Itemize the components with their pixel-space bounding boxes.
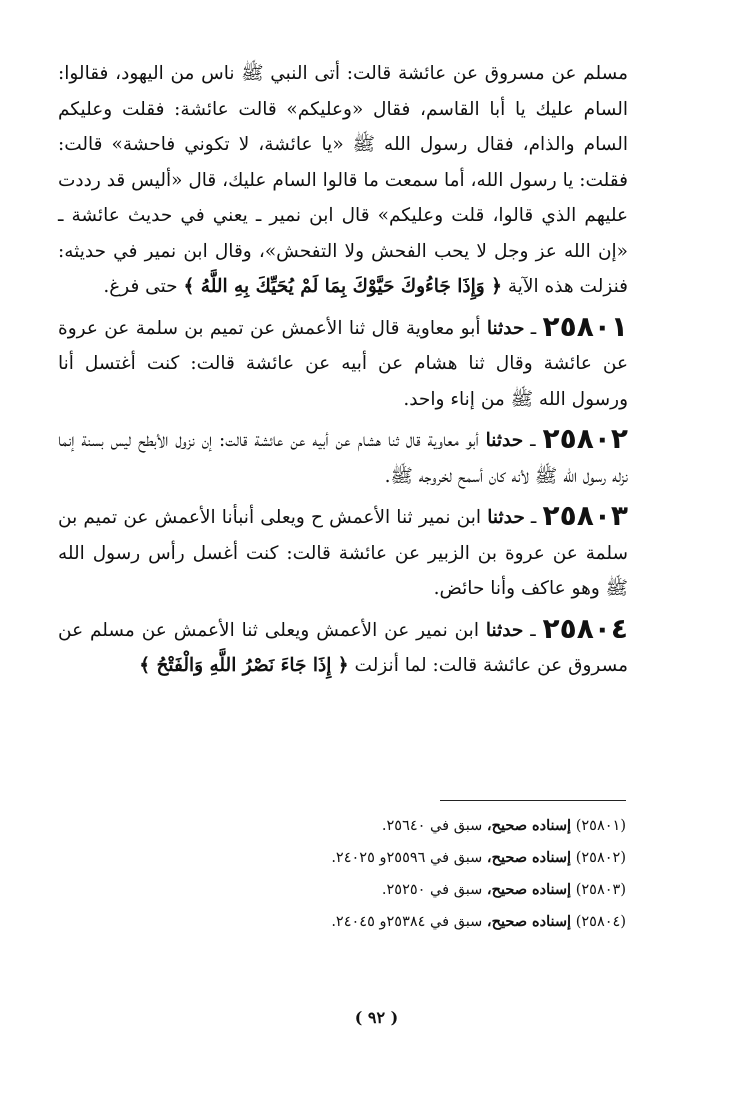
footnote-grade: إسناده صحيح،	[486, 849, 572, 866]
hadith-number: ٢٥٨٠٢	[542, 422, 628, 455]
main-text	[58, 56, 628, 688]
text-line: الذي قالوا، قلت وعليكم» قال ابن نمير ـ يعني في حديث عائشة ـ «إن	[58, 205, 628, 262]
continuation-paragraph	[58, 56, 628, 305]
footnote	[200, 810, 626, 842]
haddathana-word: حدثنا	[485, 619, 524, 641]
footnote-text: سبق في ٢٥٦٤٠.	[381, 818, 483, 834]
dash-separator: ـ	[524, 507, 537, 528]
footnote-ref: (٢٥٨٠٤)	[575, 914, 626, 930]
hadith-text: أبو معاوية قال ثنا الأعمش عن تميم بن سلمة عن عروة عن عائشة وقال ثنا هشام عن أبيه عن عائشة قالت: كنت أغتسل أنا ورسول الله ﷺ من إناء واحد.	[58, 317, 628, 410]
footnote	[200, 842, 626, 874]
text-line: السام والذام، فقال رسول الله ﷺ «يا عائشة، لا تكوني فاحشة» قالت: فقلت:	[58, 134, 628, 191]
dash-separator: ـ	[523, 619, 536, 641]
text-line: الله عز وجل لا يحب الفحش ولا التفحش»، وقال ابن نمير في حديثه:	[58, 240, 591, 262]
haddathana-word: حدثنا	[486, 317, 525, 339]
hadith-paragraph	[58, 309, 628, 418]
haddathana-word: حدثنا	[485, 430, 524, 451]
footnotes	[200, 810, 626, 938]
footnote	[200, 874, 626, 906]
footnote-divider	[440, 800, 626, 801]
footnote	[200, 906, 626, 938]
footnote-grade: إسناده صحيح،	[486, 913, 572, 930]
text-line: مسلم عن مسروق عن عائشة قالت: أتى النبي ﷺ ناس من اليهود، فقالوا:	[58, 63, 628, 84]
hadith-text: ابن نمير ثنا الأعمش ح ويعلى أنبأنا الأعمش عن تميم بن سلمة عن عروة بن الزبير عن عائشة قالت: كنت أغسل رأس رسول الله ﷺ وهو عاكف وأنا حائض.	[58, 507, 628, 599]
footnote-grade: إسناده صحيح،	[486, 817, 572, 834]
quran-verse: ﴿ وَإِذَا جَاءُوكَ حَيَّوْكَ بِمَا لَمْ يُحَيِّكَ بِهِ اللَّهُ ﴾	[183, 276, 502, 297]
hadith-number: ٢٥٨٠٣	[542, 499, 628, 532]
hadith-text: ابن نمير عن الأعمش ويعلى ثنا الأعمش عن مسلم عن مسروق عن عائشة قالت: لما أنزلت	[58, 619, 628, 676]
text-line: السام عليك يا أبا القاسم، فقال «وعليكم» قالت عائشة: فقلت وعليكم	[58, 98, 628, 120]
footnote-text: سبق في ٢٥٣٨٤و ٢٤٠٤٥.	[331, 914, 483, 930]
dash-separator: ـ	[523, 430, 536, 451]
dash-separator: ـ	[524, 317, 537, 339]
text-line: حتى فرغ.	[103, 276, 178, 297]
hadith-number: ٢٥٨٠١	[542, 309, 628, 343]
footnote-text: سبق في ٢٥٥٩٦و ٢٤٠٢٥.	[331, 850, 483, 866]
page-number: ( ٩٢ )	[354, 1008, 399, 1027]
text-line: فنزلت هذه الآية	[507, 276, 628, 297]
haddathana-word: حدثنا	[487, 507, 525, 528]
hadith-paragraph	[58, 421, 628, 494]
footnote-ref: (٢٥٨٠١)	[575, 818, 626, 834]
hadith-paragraph	[58, 611, 628, 684]
footnote-text: سبق في ٢٥٢٥٠.	[381, 882, 483, 898]
quran-verse: ﴿ إِذَا جَاءَ نَصْرُ اللَّهِ وَالْفَتْحُ ﴾	[139, 655, 349, 676]
text-line: يا رسول الله، أما سمعت ما قالوا السام عليك، قال «أليس قد رددت عليهم	[58, 169, 628, 226]
hadith-number: ٢٥٨٠٤	[542, 611, 628, 645]
footnote-ref: (٢٥٨٠٢)	[575, 850, 626, 866]
footnote-grade: إسناده صحيح،	[486, 881, 572, 898]
hadith-text: أبو معاوية قال ثنا هشام عن أبيه عن عائشة قالت: إن نزول الأبطح ليس بسنة إنما نزله رسول الله ﷺ لأنه كان أسمح لخروجه ﷺ.	[58, 430, 628, 487]
hadith-paragraph	[58, 498, 628, 607]
footnote-ref: (٢٥٨٠٣)	[575, 882, 626, 898]
